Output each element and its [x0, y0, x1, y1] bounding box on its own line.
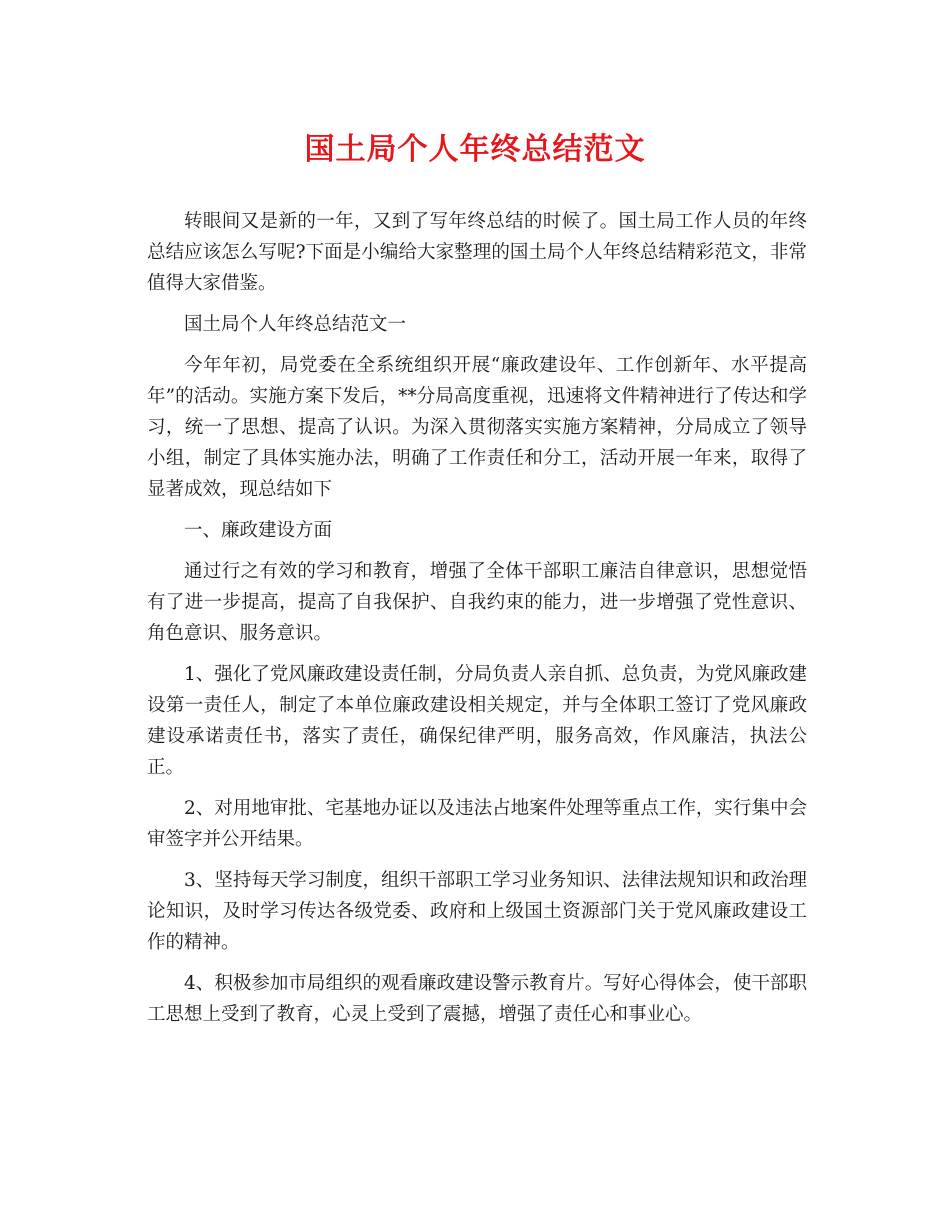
list-item: 4、积极参加市局组织的观看廉政建设警示教育片。写好心得体会，使干部职工思想上受到了教育，心灵上受到了震撼，增强了责任心和事业心。 — [147, 973, 807, 1025]
body-paragraph: 今年年初，局党委在全系统组织开展“廉政建设年、工作创新年、水平提高年”的活动。实施方案下发后，**分局高度重视，迅速将文件精神进行了传达和学习，统一了思想、提高了认识。为深入贯彻落实实施方案精神，分局成立了领导小组，制定了具体实施办法，明确了工作责任和分工，活动开展一年来，取得了显著成效，现总结如下 — [147, 355, 807, 500]
intro-paragraph: 转眼间又是新的一年，又到了写年终总结的时候了。国土局工作人员的年终总结应该怎么写呢?下面是小编给大家整理的国土局个人年终总结精彩范文，非常值得大家借鉴。 — [147, 211, 807, 294]
list-item: 3、坚持每天学习制度，组织干部职工学习业务知识、法律法规知识和政治理论知识，及时学习传达各级党委、政府和上级国土资源部门关于党风廉政建设工作的精神。 — [147, 870, 807, 953]
list-item: 2、对用地审批、宅基地办证以及违法占地案件处理等重点工作，实行集中会审签字并公开结果。 — [147, 798, 807, 850]
document-body — [147, 206, 807, 1040]
body-paragraph: 通过行之有效的学习和教育，增强了全体干部职工廉洁自律意识，思想觉悟有了进一步提高，提高了自我保护、自我约束的能力，进一步增强了党性意识、角色意识、服务意识。 — [147, 561, 807, 644]
list-item: 1、强化了党风廉政建设责任制，分局负责人亲自抓、总负责，为党风廉政建设第一责任人，制定了本单位廉政建设相关规定，并与全体职工签订了党风廉政建设承诺责任书，落实了责任，确保纪律严明，服务高效，作风廉洁，执法公正。 — [147, 664, 807, 778]
section-heading: 国土局个人年终总结范文一 — [184, 314, 407, 335]
document-title: 国土局个人年终总结范文 — [304, 132, 646, 167]
section-heading: 一、廉政建设方面 — [184, 520, 333, 541]
